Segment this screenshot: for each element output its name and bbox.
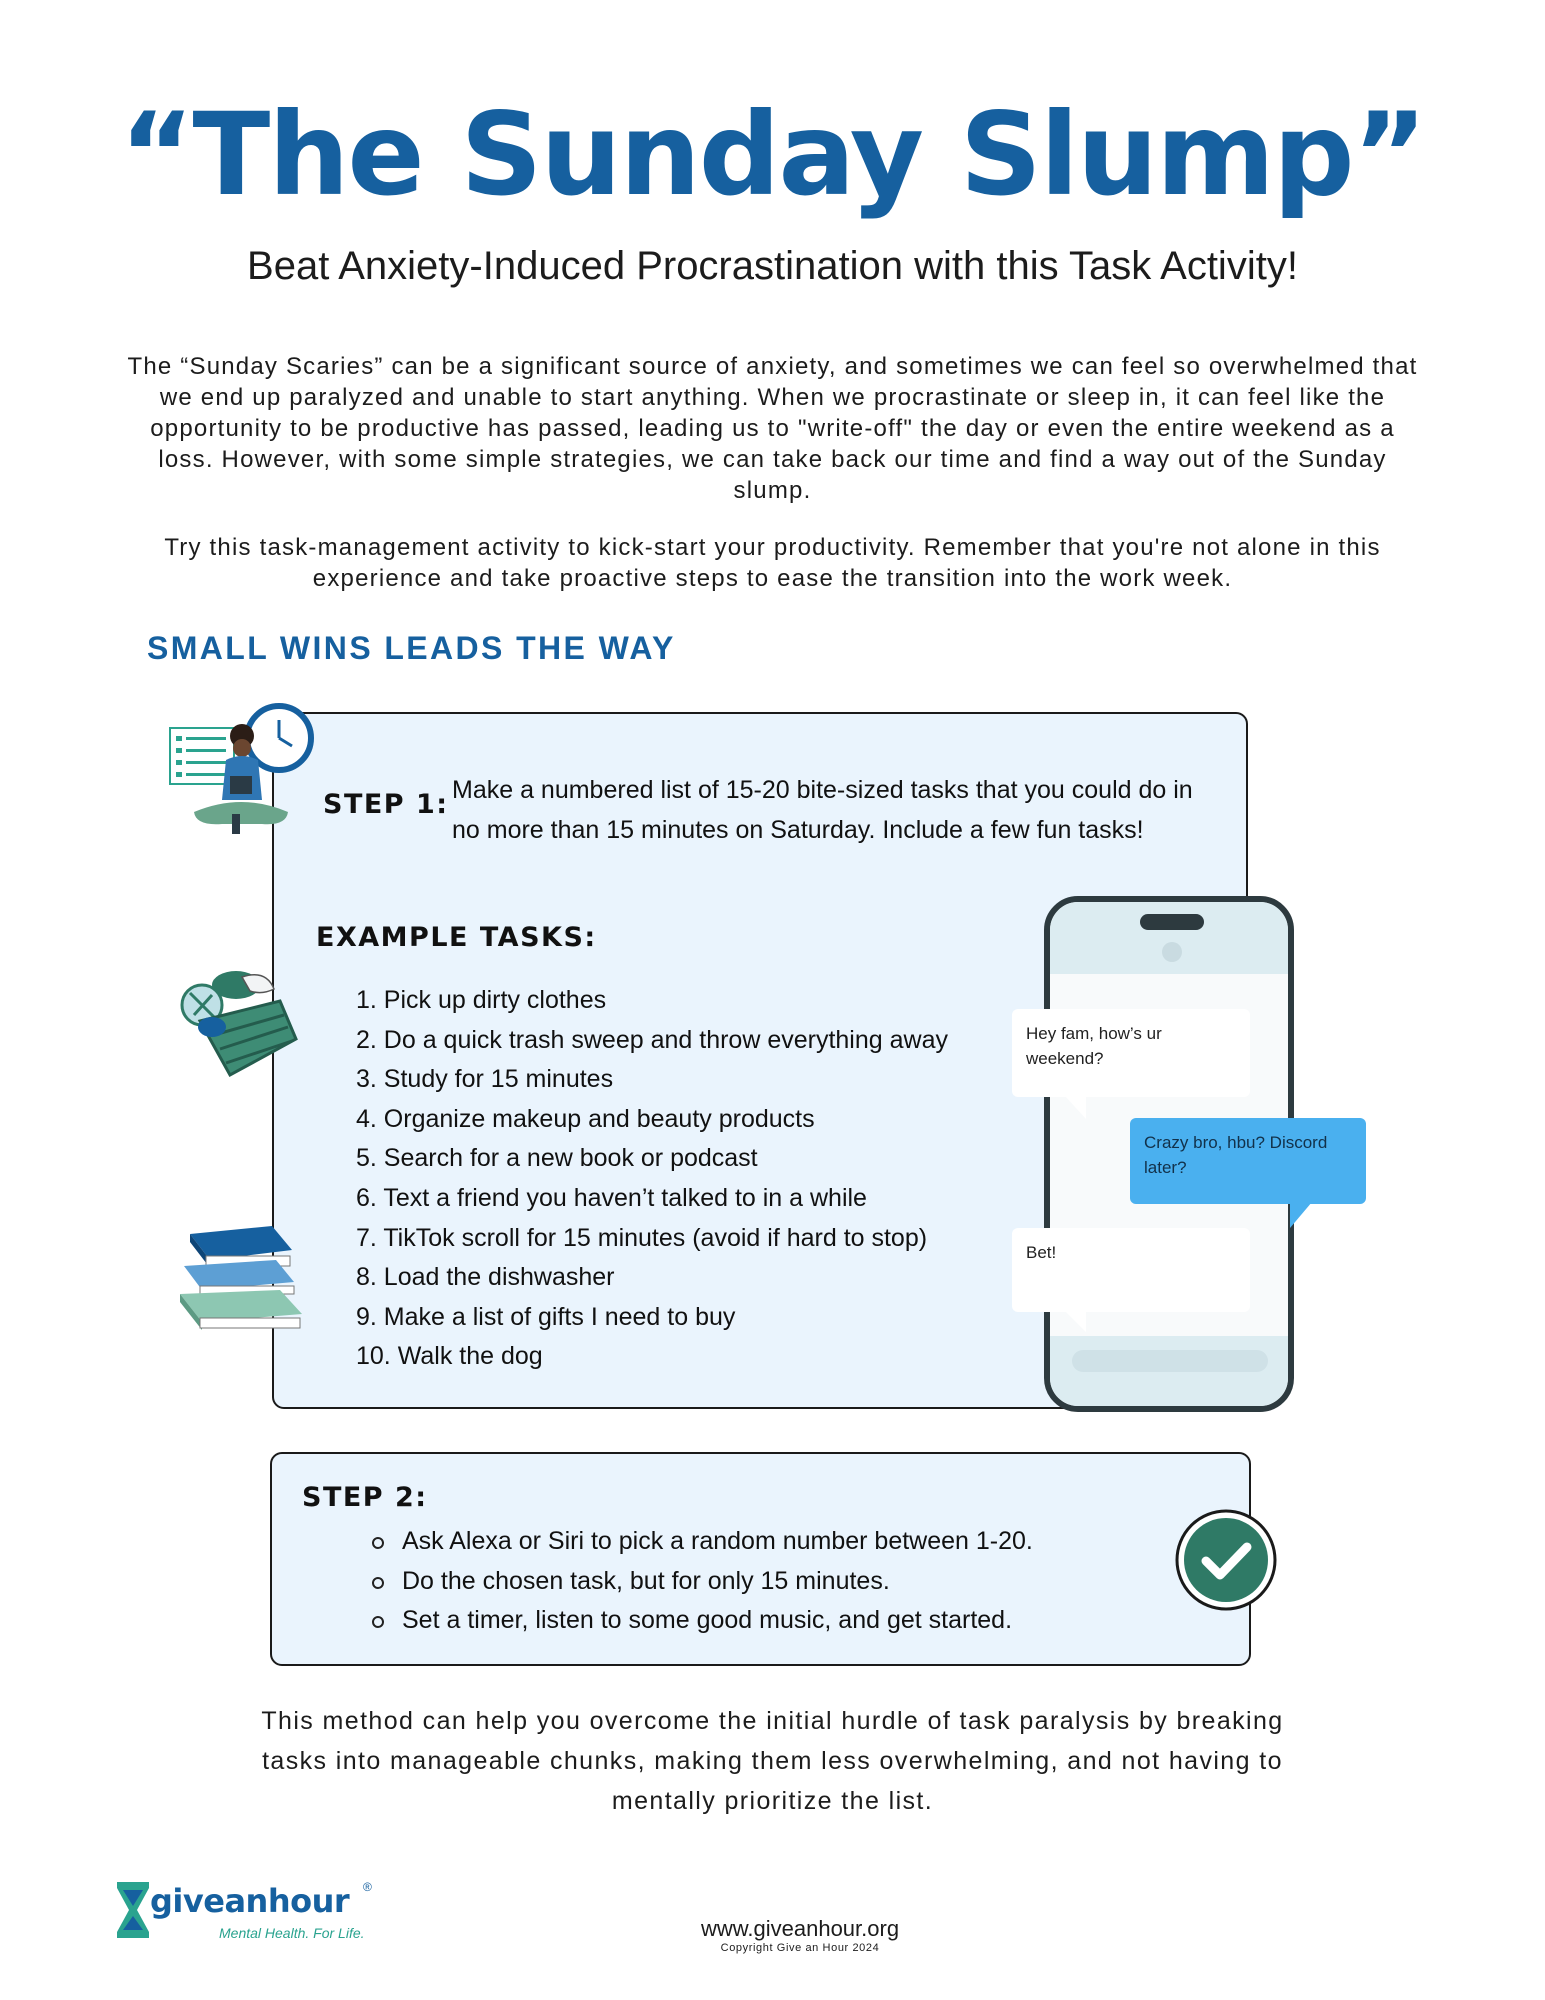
list-item-text: Ask Alexa or Siri to pick a random number between 1-20. xyxy=(402,1527,1033,1555)
list-item xyxy=(400,1601,1033,1641)
list-item-text: Set a timer, listen to some good music, and get started. xyxy=(402,1606,1013,1634)
bullet-icon xyxy=(372,1616,384,1628)
phone-input-bar xyxy=(1072,1350,1268,1372)
list-item: 8. Load the dishwasher xyxy=(356,1263,615,1292)
list-item: 4. Organize makeup and beauty products xyxy=(356,1104,815,1133)
footer-url-link[interactable]: www.giveanhour.org xyxy=(700,1916,900,1941)
list-item: 6. Text a friend you haven’t talked to in a while xyxy=(356,1183,867,1212)
list-item-text: Do the chosen task, but for only 15 minutes. xyxy=(402,1566,890,1595)
chat-bubble-outgoing: Crazy bro, hbu? Discord later? xyxy=(1130,1118,1366,1204)
hourglass-logo-icon xyxy=(113,1880,153,1940)
phone-notch xyxy=(1140,914,1204,930)
example-tasks-heading: EXAMPLE TASKS: xyxy=(316,922,597,953)
checkmark-circle-icon xyxy=(1174,1508,1278,1612)
bullet-icon xyxy=(372,1577,384,1589)
page-title: “The Sunday Slump” xyxy=(119,88,1426,221)
book-stack-icon xyxy=(176,1226,306,1334)
bullet-icon xyxy=(372,1537,384,1549)
list-item xyxy=(400,1522,1033,1562)
phone-camera-icon xyxy=(1162,942,1182,962)
list-item: 9. Make a list of gifts I need to buy xyxy=(356,1302,736,1331)
laundry-basket-icon xyxy=(170,965,306,1090)
chat-bubble-tail xyxy=(1064,1310,1086,1332)
registered-mark: ® xyxy=(363,1880,372,1894)
example-task-list xyxy=(356,981,948,1377)
step2-list xyxy=(400,1522,1033,1641)
chat-bubble-tail xyxy=(1290,1202,1312,1228)
chat-bubble-incoming: Bet! xyxy=(1012,1228,1250,1312)
phone-header xyxy=(1050,902,1288,974)
section-heading: SMALL WINS LEADS THE WAY xyxy=(147,630,676,666)
list-item xyxy=(400,1562,1033,1602)
chat-bubble-tail xyxy=(1064,1095,1086,1119)
step1-instructions: Make a numbered list of 15-20 bite-sized tasks that you could do in no more than 15 minutes on Saturday. Include a few fun tasks! xyxy=(452,776,1193,844)
list-item: 2. Do a quick trash sweep and throw everything away xyxy=(356,1025,948,1054)
list-item: 10. Walk the dog xyxy=(356,1342,543,1371)
step1-label: STEP 1: xyxy=(323,789,449,820)
logo-tagline: Mental Health. For Life. xyxy=(219,1925,365,1941)
list-item: 7. TikTok scroll for 15 minutes (avoid if hard to stop) xyxy=(356,1223,928,1252)
intro-paragraph-2: Try this task-management activity to kick-start your productivity. Remember that you're not alone in this experience and take proactive steps to ease the transition into the work week. xyxy=(164,534,1381,592)
page-subtitle: Beat Anxiety-Induced Procrastination with this Task Activity! xyxy=(247,244,1298,288)
list-item: 5. Search for a new book or podcast xyxy=(356,1144,758,1173)
phone-input-area xyxy=(1050,1336,1288,1406)
closing-paragraph: This method can help you overcome the initial hurdle of task paralysis by breaking tasks into manageable chunks, making them less overwhelming, and not having to mentally prioritize the list. xyxy=(261,1707,1284,1815)
person-with-clock-icon xyxy=(166,702,316,842)
step2-label: STEP 2: xyxy=(302,1482,428,1513)
list-item: 1. Pick up dirty clothes xyxy=(356,986,607,1014)
logo-wordmark: giveanhour xyxy=(150,1882,350,1920)
intro-paragraph-1: The “Sunday Scaries” can be a significant source of anxiety, and sometimes we can feel so overwhelmed that we end up paralyzed and unable to start anything. When we procrastinate or sleep in, it can feel like the opportunity to be productive has passed, leading us to "write-off" the day or even the entire weekend as a loss. However, with some simple strategies, we can take back our time and find a way out of the Sunday slump. xyxy=(127,353,1418,504)
chat-bubble-incoming: Hey fam, how’s ur weekend? xyxy=(1012,1009,1250,1097)
list-item: 3. Study for 15 minutes xyxy=(356,1065,614,1094)
footer-copyright: Copyright Give an Hour 2024 xyxy=(720,1942,880,1954)
